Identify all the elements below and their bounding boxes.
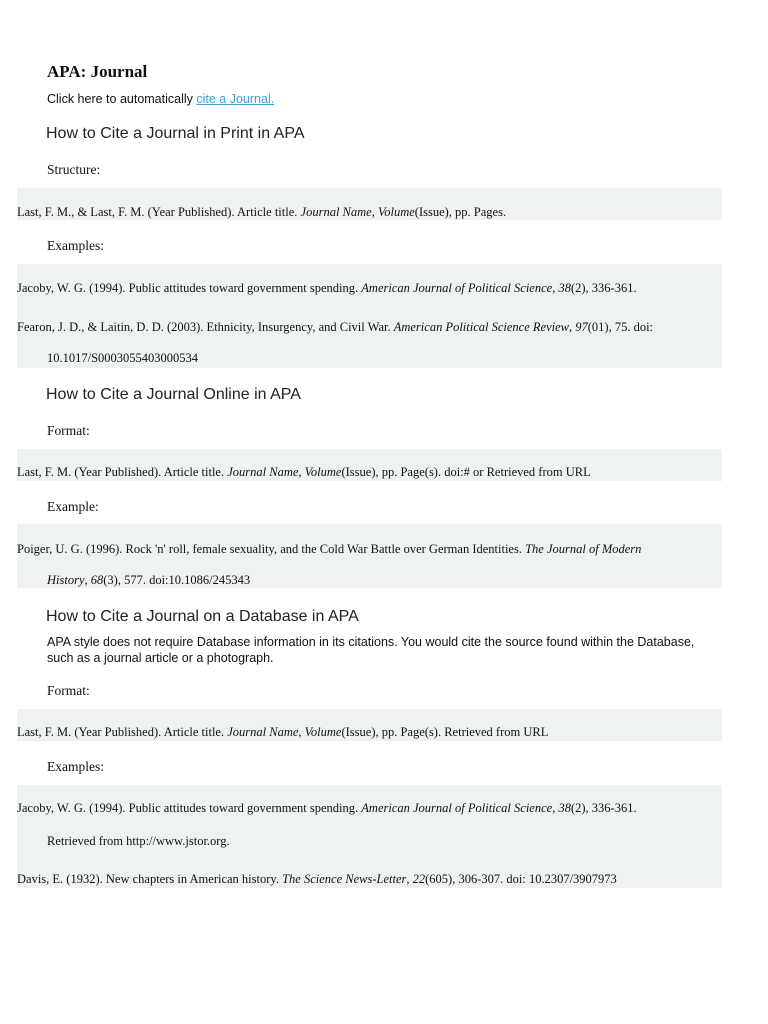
citation-sep: , bbox=[552, 801, 559, 815]
citation-text: Poiger, U. G. (1996). Rock 'n' roll, female sexuality, and the Cold War Battle over German Identities. bbox=[17, 542, 526, 556]
example-citation-poiger bbox=[17, 542, 722, 557]
citation-rest: (2), 336-361. bbox=[570, 281, 637, 295]
journal-name: Journal Name bbox=[300, 205, 372, 219]
intro-text bbox=[47, 92, 274, 106]
journal-name: Journal Name bbox=[227, 465, 299, 479]
journal-name: The Science News-Letter bbox=[282, 872, 407, 886]
journal-name: Journal Name bbox=[227, 725, 299, 739]
citation-sep: , bbox=[406, 872, 413, 886]
online-format-citation bbox=[17, 465, 722, 480]
citation-rest: (3), 577. doi:10.1086/245343 bbox=[103, 573, 251, 587]
example-citation-jacoby-retrieved: Retrieved from http://www.jstor.org. bbox=[47, 834, 230, 848]
citation-text: Jacoby, W. G. (1994). Public attitudes toward government spending. bbox=[17, 801, 362, 815]
structure-label: Structure: bbox=[47, 162, 101, 177]
example-citation-jacoby-db bbox=[17, 801, 722, 816]
database-description: APA style does not require Database information in its citations. You would cite the source found within the Database, such as a journal article or a photograph. bbox=[47, 635, 695, 665]
journal-name: History bbox=[47, 573, 85, 587]
page-title: APA: Journal bbox=[47, 62, 148, 81]
print-section-heading: How to Cite a Journal in Print in APA bbox=[46, 125, 305, 142]
database-format-citation bbox=[17, 725, 722, 740]
citation-text: Fearon, J. D., & Laitin, D. D. (2003). Ethnicity, Insurgency, and Civil War. bbox=[17, 320, 394, 334]
cite-journal-link[interactable]: cite a Journal. bbox=[196, 92, 275, 106]
citation-sep: , bbox=[552, 281, 559, 295]
citation-rest: (Issue), pp. Pages. bbox=[414, 205, 507, 219]
volume: Volume bbox=[304, 725, 342, 739]
format-label: Format: bbox=[47, 683, 90, 698]
journal-name: American Journal of Political Science bbox=[361, 281, 553, 295]
journal-name: American Journal of Political Science bbox=[361, 801, 553, 815]
intro-label: Click here to automatically bbox=[47, 92, 197, 106]
example-citation-jacoby bbox=[17, 281, 722, 296]
citation-rest: (Issue), pp. Page(s). Retrieved from URL bbox=[341, 725, 549, 739]
journal-name: The Journal of Modern bbox=[525, 542, 642, 556]
online-section-heading: How to Cite a Journal Online in APA bbox=[46, 386, 301, 403]
citation-rest: (2), 336-361. bbox=[570, 801, 637, 815]
citation-text: Davis, E. (1932). New chapters in American history. bbox=[17, 872, 283, 886]
citation-sep: , bbox=[298, 465, 305, 479]
citation-rest: (605), 306-307. doi: 10.2307/3907973 bbox=[425, 872, 617, 886]
citation-text: Last, F. M., & Last, F. M. (Year Published). Article title. bbox=[17, 205, 301, 219]
volume: 38 bbox=[558, 281, 571, 295]
examples-label: Examples: bbox=[47, 238, 104, 253]
citation-rest: (Issue), pp. Page(s). doi:# or Retrieved from URL bbox=[341, 465, 591, 479]
format-label: Format: bbox=[47, 423, 90, 438]
volume: 97 bbox=[575, 320, 588, 334]
example-citation-davis bbox=[17, 872, 722, 887]
citation-text: Jacoby, W. G. (1994). Public attitudes toward government spending. bbox=[17, 281, 362, 295]
volume: 68 bbox=[90, 573, 104, 587]
volume: 22 bbox=[412, 872, 426, 886]
citation-text: Last, F. M. (Year Published). Article title. bbox=[17, 725, 228, 739]
citation-rest: (01), 75. doi: bbox=[587, 320, 654, 334]
citation-sep: , bbox=[569, 320, 576, 334]
journal-name: American Political Science Review bbox=[393, 320, 569, 334]
citation-sep: , bbox=[371, 205, 378, 219]
structure-citation bbox=[17, 205, 722, 220]
example-citation-fearon-doi: 10.1017/S0003055403000534 bbox=[47, 351, 199, 365]
citation-sep: , bbox=[84, 573, 91, 587]
volume: 38 bbox=[558, 801, 571, 815]
citation-sep: , bbox=[298, 725, 305, 739]
example-label: Example: bbox=[47, 499, 99, 514]
volume: Volume bbox=[377, 205, 415, 219]
database-section-heading: How to Cite a Journal on a Database in APA bbox=[46, 608, 359, 625]
example-citation-poiger-line2 bbox=[47, 573, 722, 588]
volume: Volume bbox=[304, 465, 342, 479]
citation-text: Last, F. M. (Year Published). Article title. bbox=[17, 465, 228, 479]
examples-label: Examples: bbox=[47, 759, 104, 774]
example-citation-fearon bbox=[17, 320, 722, 335]
